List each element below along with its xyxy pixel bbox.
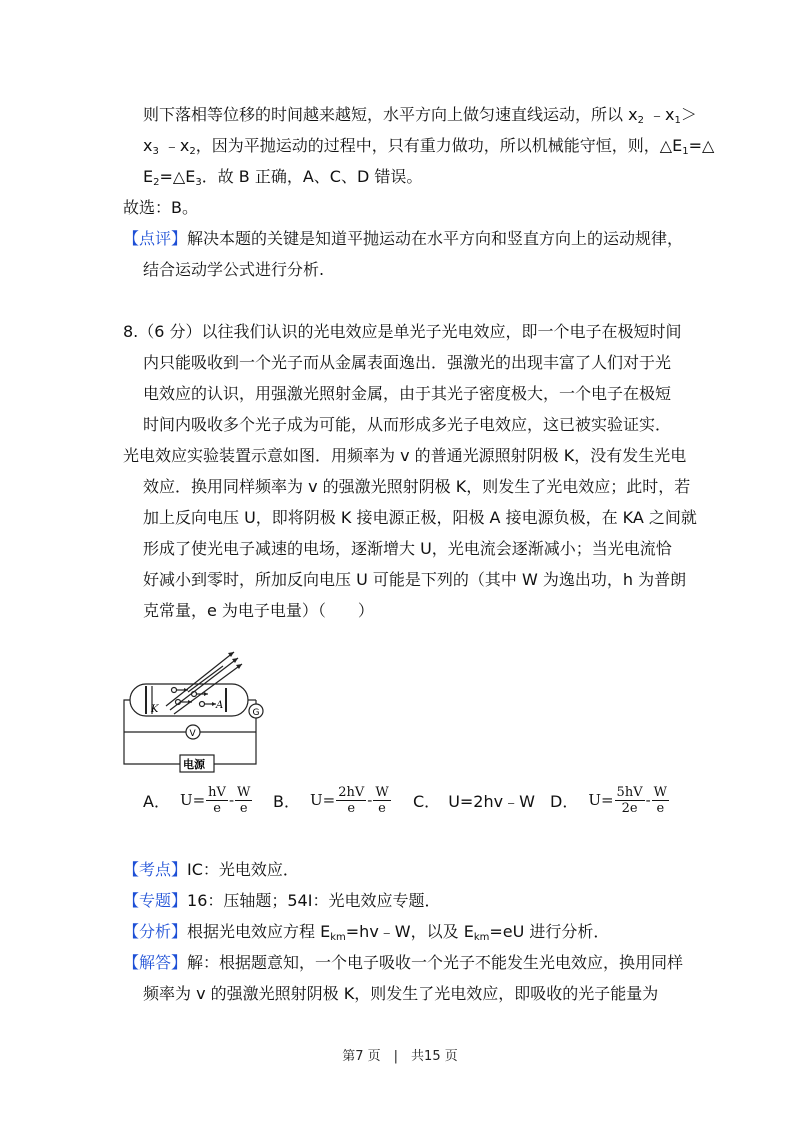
kaodian-line: 【考点】IC：光电效应． — [123, 860, 299, 879]
option-a[interactable]: A． U= $\frac{hV}{e}$ - $\frac{W}{e}$ — [143, 784, 251, 816]
electron — [172, 688, 177, 693]
photoelectric-circuit-diagram — [118, 638, 278, 778]
q8-line-5: 光电效应实验装置示意如图．用频率为 v 的普通光源照射阴极 K，没有发生光电 — [123, 446, 687, 465]
q8-line-4: 时间内吸收多个光子成为可能，从而形成多光子电效应，这已被实验证实． — [143, 415, 672, 434]
q8-line-6: 效应．换用同样频率为 v 的强激光照射阴极 K，则发生了光电效应；此时，若 — [143, 477, 691, 496]
anode-label: A — [216, 700, 224, 711]
page-footer: 第7 页 | 共15 页 — [342, 1049, 458, 1064]
cathode-label: K — [151, 704, 159, 715]
q8-line-9: 好减小到零时，所加反向电压 U 可能是下列的（其中 W 为逸出功，h 为普朗 — [143, 570, 687, 589]
option-d-fraction-2: $\frac{W}{e}$ — [653, 784, 668, 816]
power-source-label: 电源 — [183, 758, 205, 771]
option-d[interactable]: D． U= $\frac{5hV}{2e}$ - $\frac{W}{e}$ — [550, 784, 668, 816]
jieda-line-2: 频率为 v 的强激光照射阴极 K，则发生了光电效应，即吸收的光子能量为 — [143, 984, 659, 1003]
fenxi-line: 【分析】根据光电效应方程 $E_{km}=hv﹣W$，以及 $E_{km}=eU$ 进行分析． — [123, 922, 610, 943]
electron — [200, 702, 205, 707]
q8-line-7: 加上反向电压 U，即将阴极 K 接电源正极，阳极 A 接电源负极，在 KA 之间就 — [143, 508, 697, 527]
q8-line-3: 电效应的认识，用强激光照射金属，由于其光子密度极大，一个电子在极短 — [143, 384, 672, 403]
comment-tag: 【点评】 — [123, 229, 188, 248]
light-ray-1 — [166, 652, 234, 706]
kaodian-tag: 【考点】 — [123, 860, 188, 879]
prev-comment-2: 结合运动学公式进行分析. — [143, 260, 325, 279]
prev-answer: 故选：B。 — [123, 198, 198, 217]
prev-line-1: 则下落相等位移的时间越来越短，水平方向上做匀速直线运动，所以 $x_2$ $﹣x_1>$ — [143, 105, 697, 126]
option-b-fraction-2: $\frac{W}{e}$ — [375, 784, 389, 816]
option-a-fraction-1: $\frac{hV}{e}$ — [208, 784, 226, 816]
prev-line-3: $E_2=\triangle E_3$．故 B 正确，A、C、D 错误。 — [143, 167, 423, 188]
option-b[interactable]: B． U= $\frac{2hV}{e}$ - $\frac{W}{e}$ — [273, 784, 389, 816]
prev-comment-1: 【点评】解决本题的关键是知道平抛运动在水平方向和竖直方向上的运动规律， — [123, 229, 684, 248]
option-a-fraction-2: $\frac{W}{e}$ — [237, 784, 251, 816]
zhuanti-line: 【专题】16：压轴题；54I：光电效应专题． — [123, 891, 441, 910]
q8-line-10: 克常量，e 为电子电量）（ ） — [143, 601, 374, 620]
galvanometer-label: G — [252, 708, 260, 718]
option-d-fraction-1: $\frac{5hV}{2e}$ — [616, 784, 643, 816]
voltmeter-label: V — [189, 729, 196, 739]
jieda-tag: 【解答】 — [123, 953, 188, 972]
light-beam-edge — [188, 666, 223, 692]
vacuum-tube — [130, 684, 248, 716]
q8-line-1: 8.（6 分）以往我们认识的光电效应是单光子光电效应，即一个电子在极短时间 — [123, 322, 682, 341]
fenxi-tag: 【分析】 — [123, 922, 188, 941]
zhuanti-tag: 【专题】 — [123, 891, 188, 910]
jieda-line-1: 【解答】解：根据题意知，一个电子吸收一个光子不能发生光电效应，换用同样 — [123, 953, 684, 972]
option-c[interactable]: C． U=2hv﹣W — [413, 791, 535, 811]
q8-line-2: 内只能吸收到一个光子而从金属表面逸出．强激光的出现丰富了人们对于光 — [143, 353, 672, 372]
prev-line-2: $x_3$ $﹣x_2$，因为平抛运动的过程中，只有重力做功，所以机械能守恒，则，$\triangle E_1=\triangle$ — [143, 136, 715, 157]
option-b-fraction-1: $\frac{2hV}{e}$ — [338, 784, 365, 816]
q8-line-8: 形成了使光电子减速的电场，逐渐增大 U，光电流会逐渐减小；当光电流恰 — [143, 539, 672, 558]
